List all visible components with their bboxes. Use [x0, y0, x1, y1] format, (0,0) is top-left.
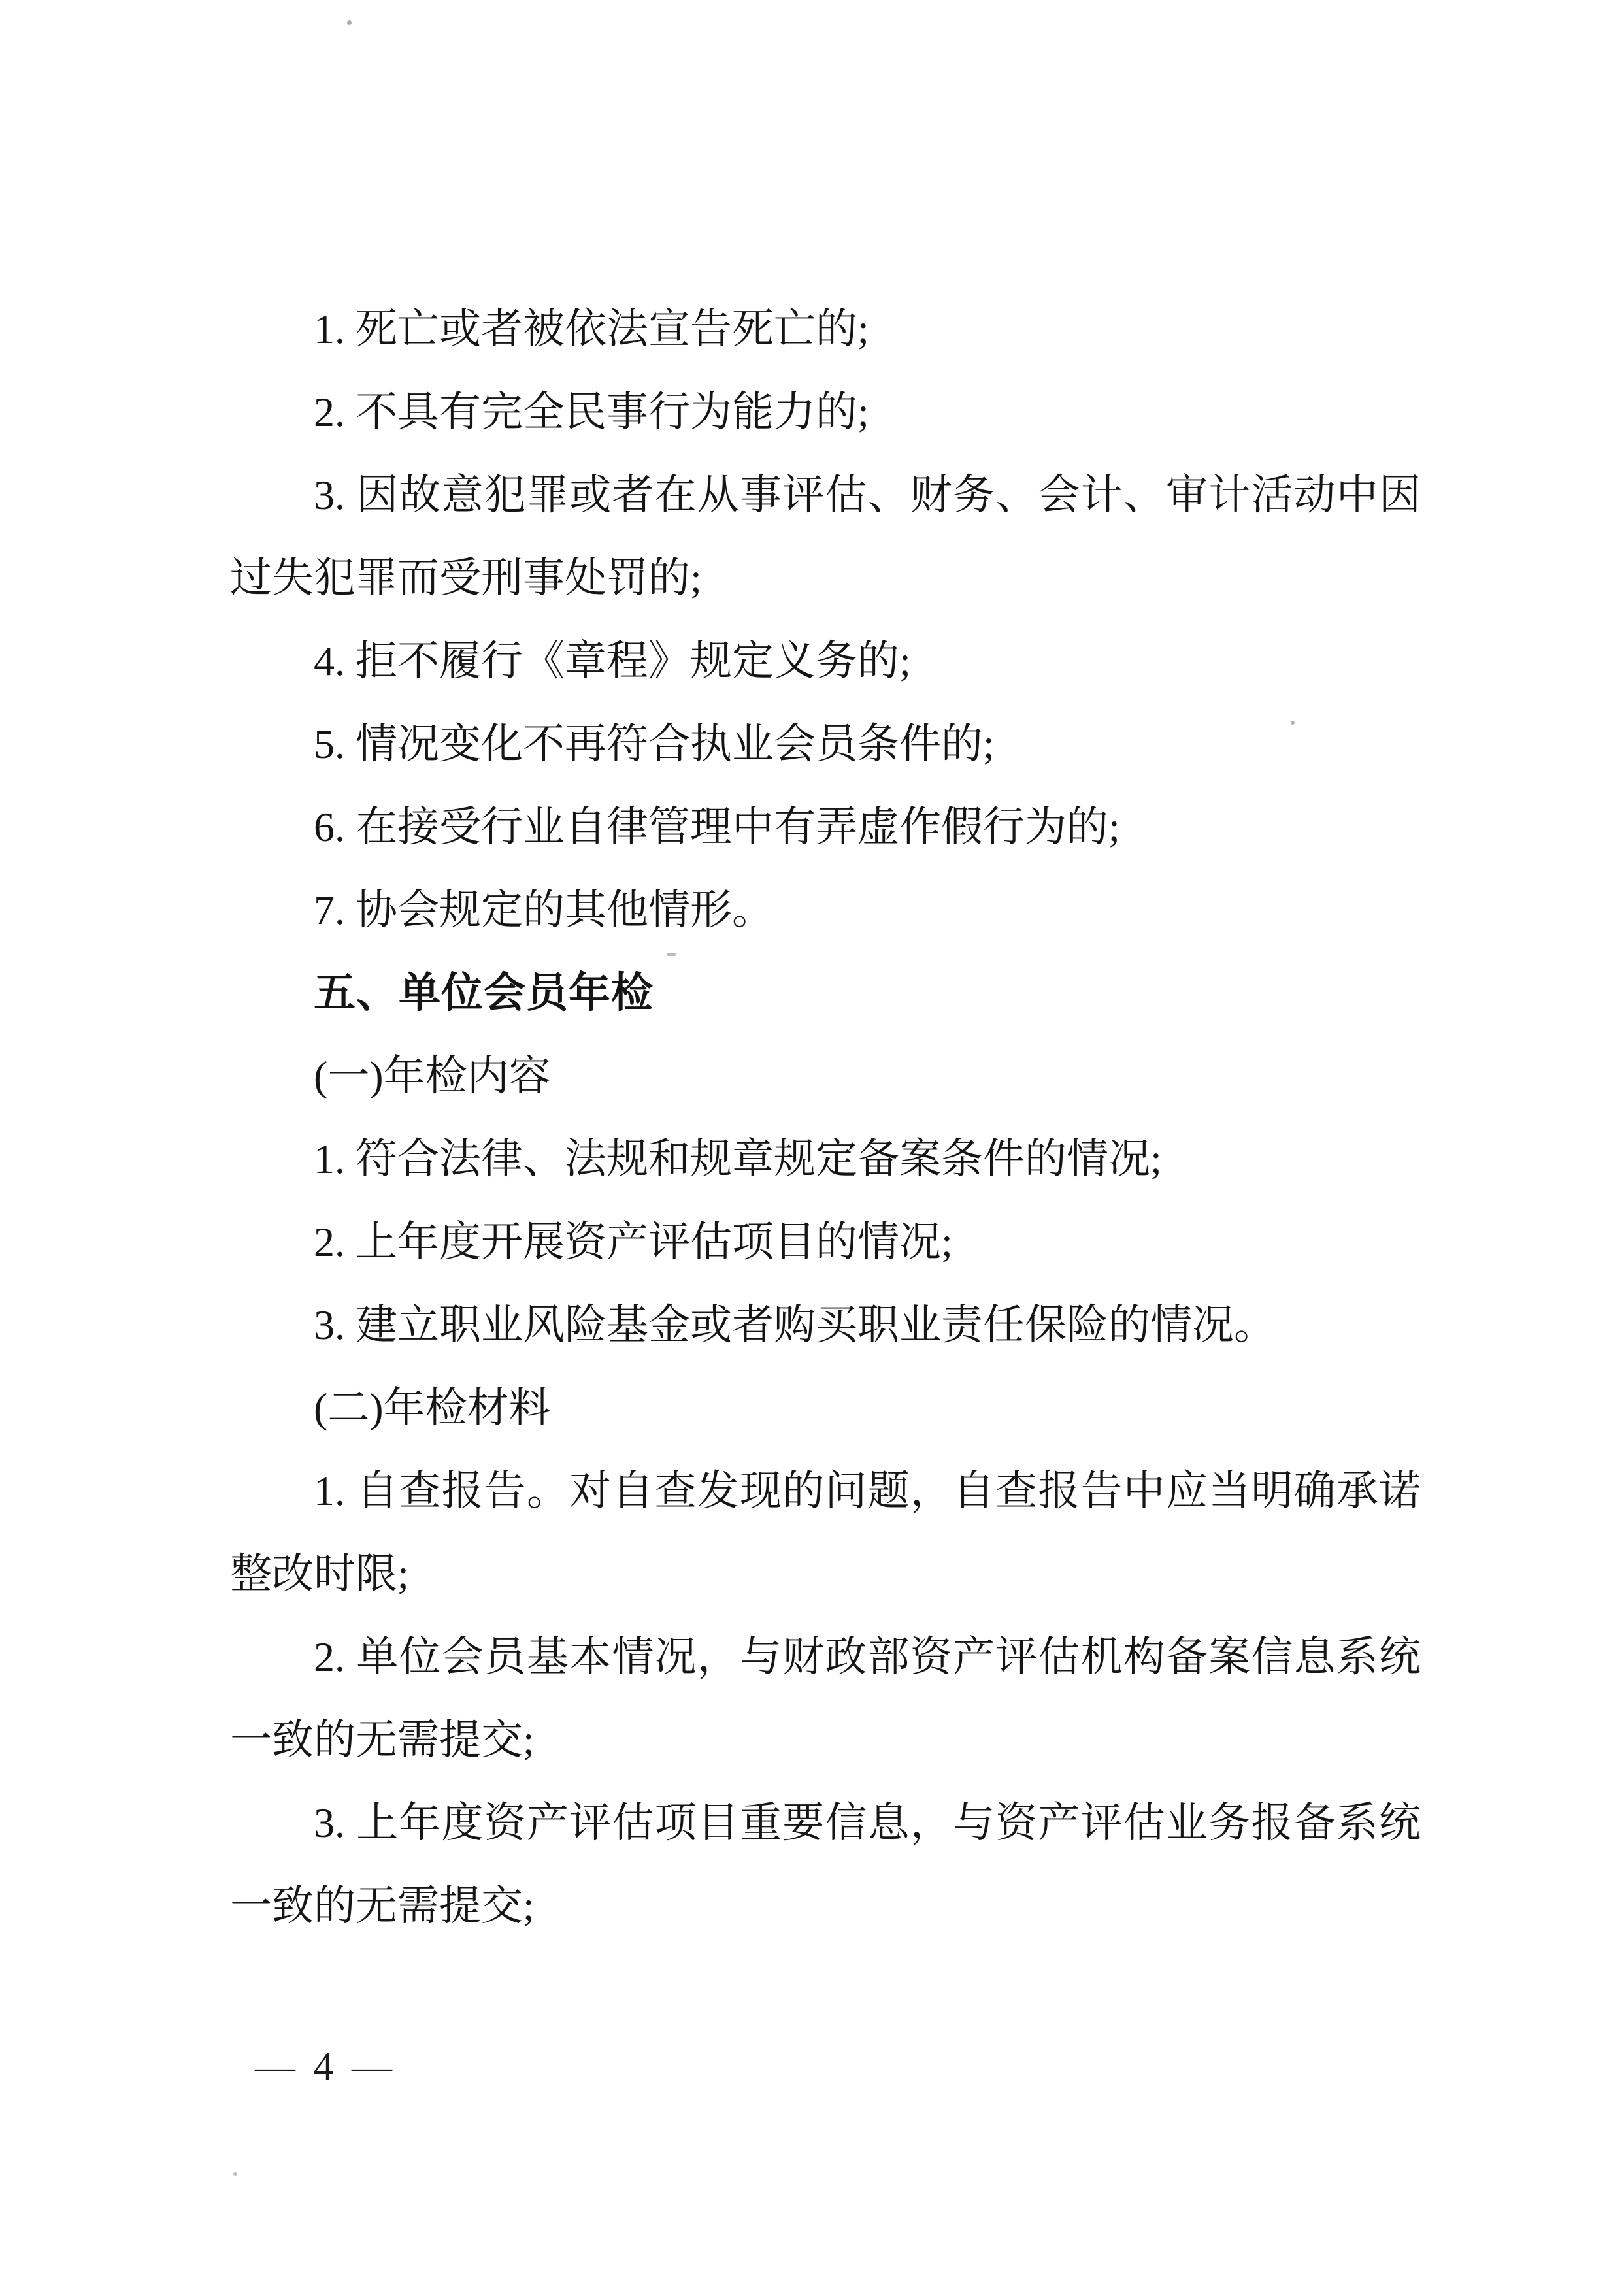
scan-speck [347, 20, 352, 25]
scan-speck [1291, 721, 1295, 725]
subsection-inspection-content: (一)年检内容 [314, 1053, 551, 1099]
page-number: — 4 — [255, 2045, 396, 2089]
list-item-basic-info-cont: 一致的无需提交; [230, 1717, 535, 1763]
list-item-crime-start: 3. 因故意犯罪或者在从事评估、财务、会计、审计活动中因 [314, 472, 1421, 518]
list-item-civil-capacity: 2. 不具有完全民事行为能力的; [314, 389, 869, 435]
list-item-other-cases: 7. 协会规定的其他情形。 [314, 887, 774, 933]
list-item-filing-conditions: 1. 符合法律、法规和规章规定备案条件的情况; [314, 1136, 1162, 1182]
scan-speck [667, 953, 676, 956]
list-item-risk-fund: 3. 建立职业风险基金或者购买职业责任保险的情况。 [314, 1302, 1276, 1348]
list-item-charter-duty: 4. 拒不履行《章程》规定义务的; [314, 638, 911, 684]
list-item-self-report-cont: 整改时限; [230, 1551, 409, 1597]
list-item-fraud: 6. 在接受行业自律管理中有弄虚作假行为的; [314, 804, 1120, 850]
list-item-project-info-cont: 一致的无需提交; [230, 1883, 535, 1929]
list-item-self-report-start: 1. 自查报告。对自查发现的问题，自查报告中应当明确承诺 [314, 1468, 1421, 1514]
subsection-inspection-materials: (二)年检材料 [314, 1385, 551, 1431]
list-item-basic-info-start: 2. 单位会员基本情况，与财政部资产评估机构备案信息系统 [314, 1634, 1421, 1680]
list-item-death: 1. 死亡或者被依法宣告死亡的; [314, 306, 869, 352]
list-item-project-info-start: 3. 上年度资产评估项目重要信息，与资产评估业务报备系统 [314, 1800, 1421, 1846]
list-item-crime-cont: 过失犯罪而受刑事处罚的; [230, 555, 702, 601]
scan-speck [233, 2172, 237, 2176]
document-body [230, 288, 1421, 1947]
list-item-projects-last-year: 2. 上年度开展资产评估项目的情况; [314, 1219, 953, 1265]
list-item-condition-change: 5. 情况变化不再符合执业会员条件的; [314, 721, 995, 767]
section-heading-annual-inspection: 五、单位会员年检 [314, 969, 654, 1016]
